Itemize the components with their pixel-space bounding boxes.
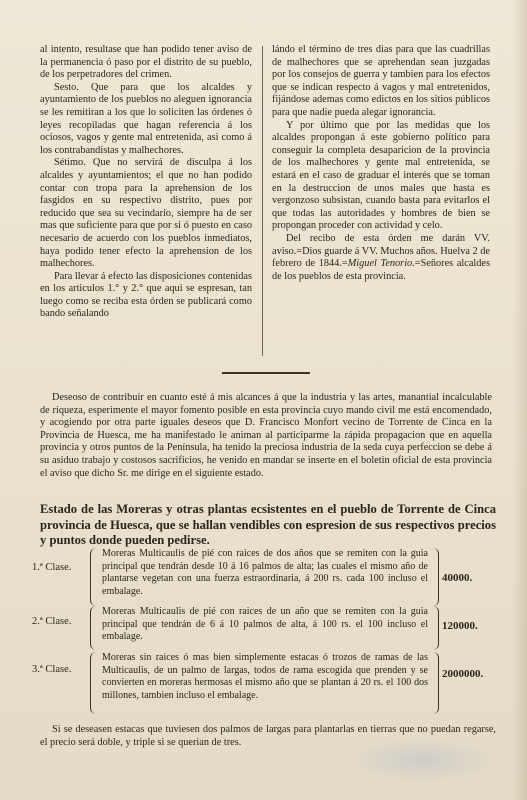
class-label: 3.ª Clase. — [32, 664, 72, 675]
class-label: 2.ª Clase. — [32, 616, 72, 627]
right-paragraph-1: lándo el término de tres dias para que las cuadrillas de malhechores que se aprehendan sean juzgadas por los consejos de guerra y tambien para los efectos que se indican respecto á vagos y mal entretenidos, fijándose ademas como edictos en los sitios públicos para que nadie pueda alegar ignorancia. — [272, 44, 490, 118]
right-paragraph-2: Y por último que por las medidas que los alcaldes propongan á este gobierno político para conseguir la completa desaparicion de la provincia de los malhechores y gente mal entretenida, se estará en el caso de graduar el interés que se toman en la destruccion de unos males que hasta es vergonzoso subsistan, cuando basta para evitarlos el que todas las autoridades y hombres de bien se propongan proceder con actividad y celo. — [272, 119, 490, 232]
right-brace — [432, 606, 439, 650]
left-brace — [90, 652, 99, 714]
right-paragraph-3 — [272, 233, 490, 283]
class-quantity: 40000. — [442, 572, 473, 584]
left-paragraph-4: Para llevar á efecto las disposiciones contenidas en los articulos 1.° y 2.° que aqui se espresan, tan luego como se reciba esta órden se publicará como bando señalando — [40, 270, 252, 320]
class-description: Moreras sin raices ó mas bien simplemente estacas ó trozos de ramas de las Multicaulis, de un palmo de largas, todos de rama escogida que prenden y se convierten en moreras hermosas el mismo año que se plantan á 20 rs. el 100 dos millones, tambien incluso el embalage. — [102, 652, 428, 701]
table-heading-text: Estado de las Moreras y otras plantas ecsistentes en el pueblo de Torrente de Cinca provincia de Huesca, que se hallan vendibles con espresion de sus respectivos precios y puntos donde pueden pedirse. — [40, 502, 496, 547]
left-paragraph-1: al intento, resultase que han podido tener aviso de la permanencia ó paso por el distrito de su pueblo, de los perpetradores del crimen. — [40, 44, 252, 81]
closing-formula: Del recibo de esta órden me darán VV. aviso.=Dios guarde á VV. Muchos años. Huelva 2 de febrero de 1844.= — [272, 232, 490, 270]
right-brace — [432, 652, 439, 714]
page-edge-shadow — [513, 0, 527, 800]
table-heading — [40, 502, 496, 549]
final-note: Si se deseasen estacas que tuviesen dos palmos de largas para plantarlas en tierras que no puedan regarse, el precio será doble, y triple si se querian de tres. — [40, 724, 496, 748]
class-quantity: 120000. — [442, 620, 478, 632]
section-separator — [222, 372, 310, 374]
addressee: =Señores alcaldes de los pueblos de esta provincia. — [272, 258, 490, 282]
paper-stain — [347, 738, 497, 782]
notice-paragraph: Deseoso de contribuir en cuanto esté á mis alcances á que la industria y las artes, manantial incalculable de riqueza, esperimente el mayor fomento posible en esta provincia cuyo mando civil me está encomendado, y acogiendo por otra parte iguales deseos que D. Francisco Monfort vecino de Torrente de Cinca en la Provincia de Huesca, me ha manifestado le animan al participarme la rápida propagacion que en aquella provincia y otros puntos de la Península, ha tenido la preciosa industria de la seda cuya perfeccion se debe á su asiduo trabajo y costosos sacrificios, he venido en mandar se inserte en el boletin oficial de esta provincia el aviso que dicho Sr. me dirige en el siguiente estado. — [40, 392, 492, 479]
class-row-3 — [32, 652, 500, 714]
left-column — [40, 44, 252, 321]
column-divider — [262, 46, 263, 356]
signature: Miguel Tenorio. — [347, 258, 415, 270]
class-label: 1.ª Clase. — [32, 562, 72, 573]
left-paragraph-3: Sétimo. Que no servirá de disculpa á los alcaldes y ayuntamientos; el que no han podido contar con tropa para la aprehension de los fasgidos en su respectivo distrito, pues por reducido que sea su vecindario, siempre ha de ser mas que suficiente para que por si ó puesto en caso necesario de acuerdo con los pueblos inmediatos, haya podido tener efecto la aprehension de los malhechores. — [40, 157, 252, 270]
right-column — [272, 44, 490, 283]
two-column-section — [40, 44, 492, 358]
class-row-2 — [32, 606, 500, 650]
left-paragraph-2: Sesto. Que para que los alcaldes y ayuntamiento de los pueblos no aleguen ignorancia se les remitiran a los que lo soliciten las órdenes ó leyes recopiladas que hagan referencia á los ociosos, vagos y gente mal entretenida, asi como á los contrabandistas y malhechores. — [40, 81, 252, 156]
notice-section — [40, 392, 492, 480]
left-brace — [90, 548, 99, 606]
class-description: Moreras Multicaulis de pié con raices de dos años que se remiten con la guia principal que tendrán desde 10 á 16 palmos de alta; las cuales el mismo año de plantarse vegetan con una fuerza estraordinaria, á 200 rs. cada 100 incluso el embalage. — [102, 548, 428, 597]
class-quantity: 2000000. — [442, 668, 484, 680]
left-brace — [90, 606, 99, 650]
class-row-1 — [32, 548, 500, 606]
right-brace — [432, 548, 439, 606]
class-description: Moreras Multicaulis de pié con raices de un año que se remiten con la guia principal que tendrán de 6 á 10 palmos de alta, á 100 rs. el 100 incluso el embalage. — [102, 606, 428, 643]
